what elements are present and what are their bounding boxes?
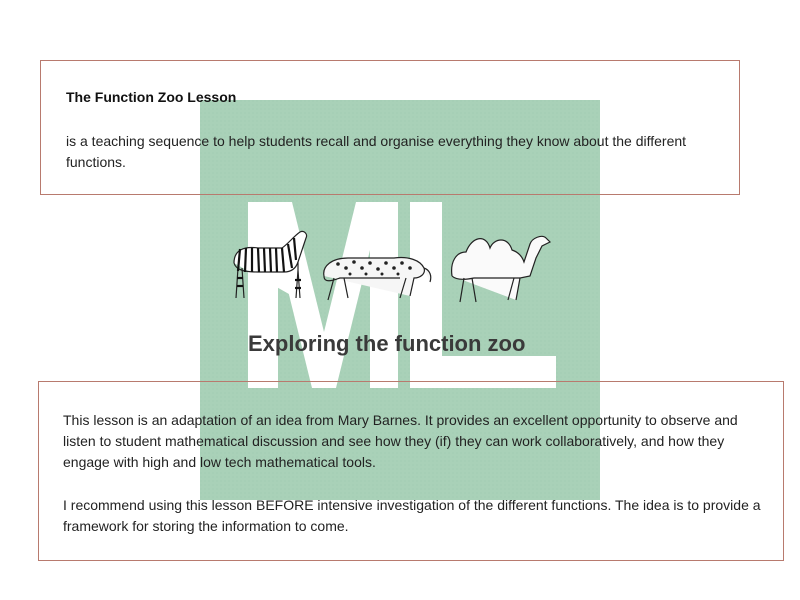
description-box [38, 381, 784, 561]
illustration-caption: Exploring the function zoo [248, 331, 526, 356]
lesson-intro-text: is a teaching sequence to help students recall and organise everything they know about the different functions. [66, 133, 687, 170]
camel-icon [452, 236, 550, 302]
description-paragraph-1: This lesson is an adaptation of an idea from Mary Barnes. It provides an excellent opportunity to observe and listen to student mathematical discussion and see how they (if) they can work collaboratively, and how they engage with high and low tech mathematical tools. [63, 412, 738, 470]
zebra-icon [234, 231, 307, 298]
description-paragraph-2: I recommend using this lesson BEFORE intensive investigation of the different functions. The idea is to provide a framework for storing the information to come. [63, 497, 761, 534]
lesson-title: The Function Zoo Lesson [66, 89, 237, 105]
leopard-icon [324, 257, 431, 300]
animal-illustrations [224, 218, 554, 308]
intro-box [40, 60, 740, 195]
